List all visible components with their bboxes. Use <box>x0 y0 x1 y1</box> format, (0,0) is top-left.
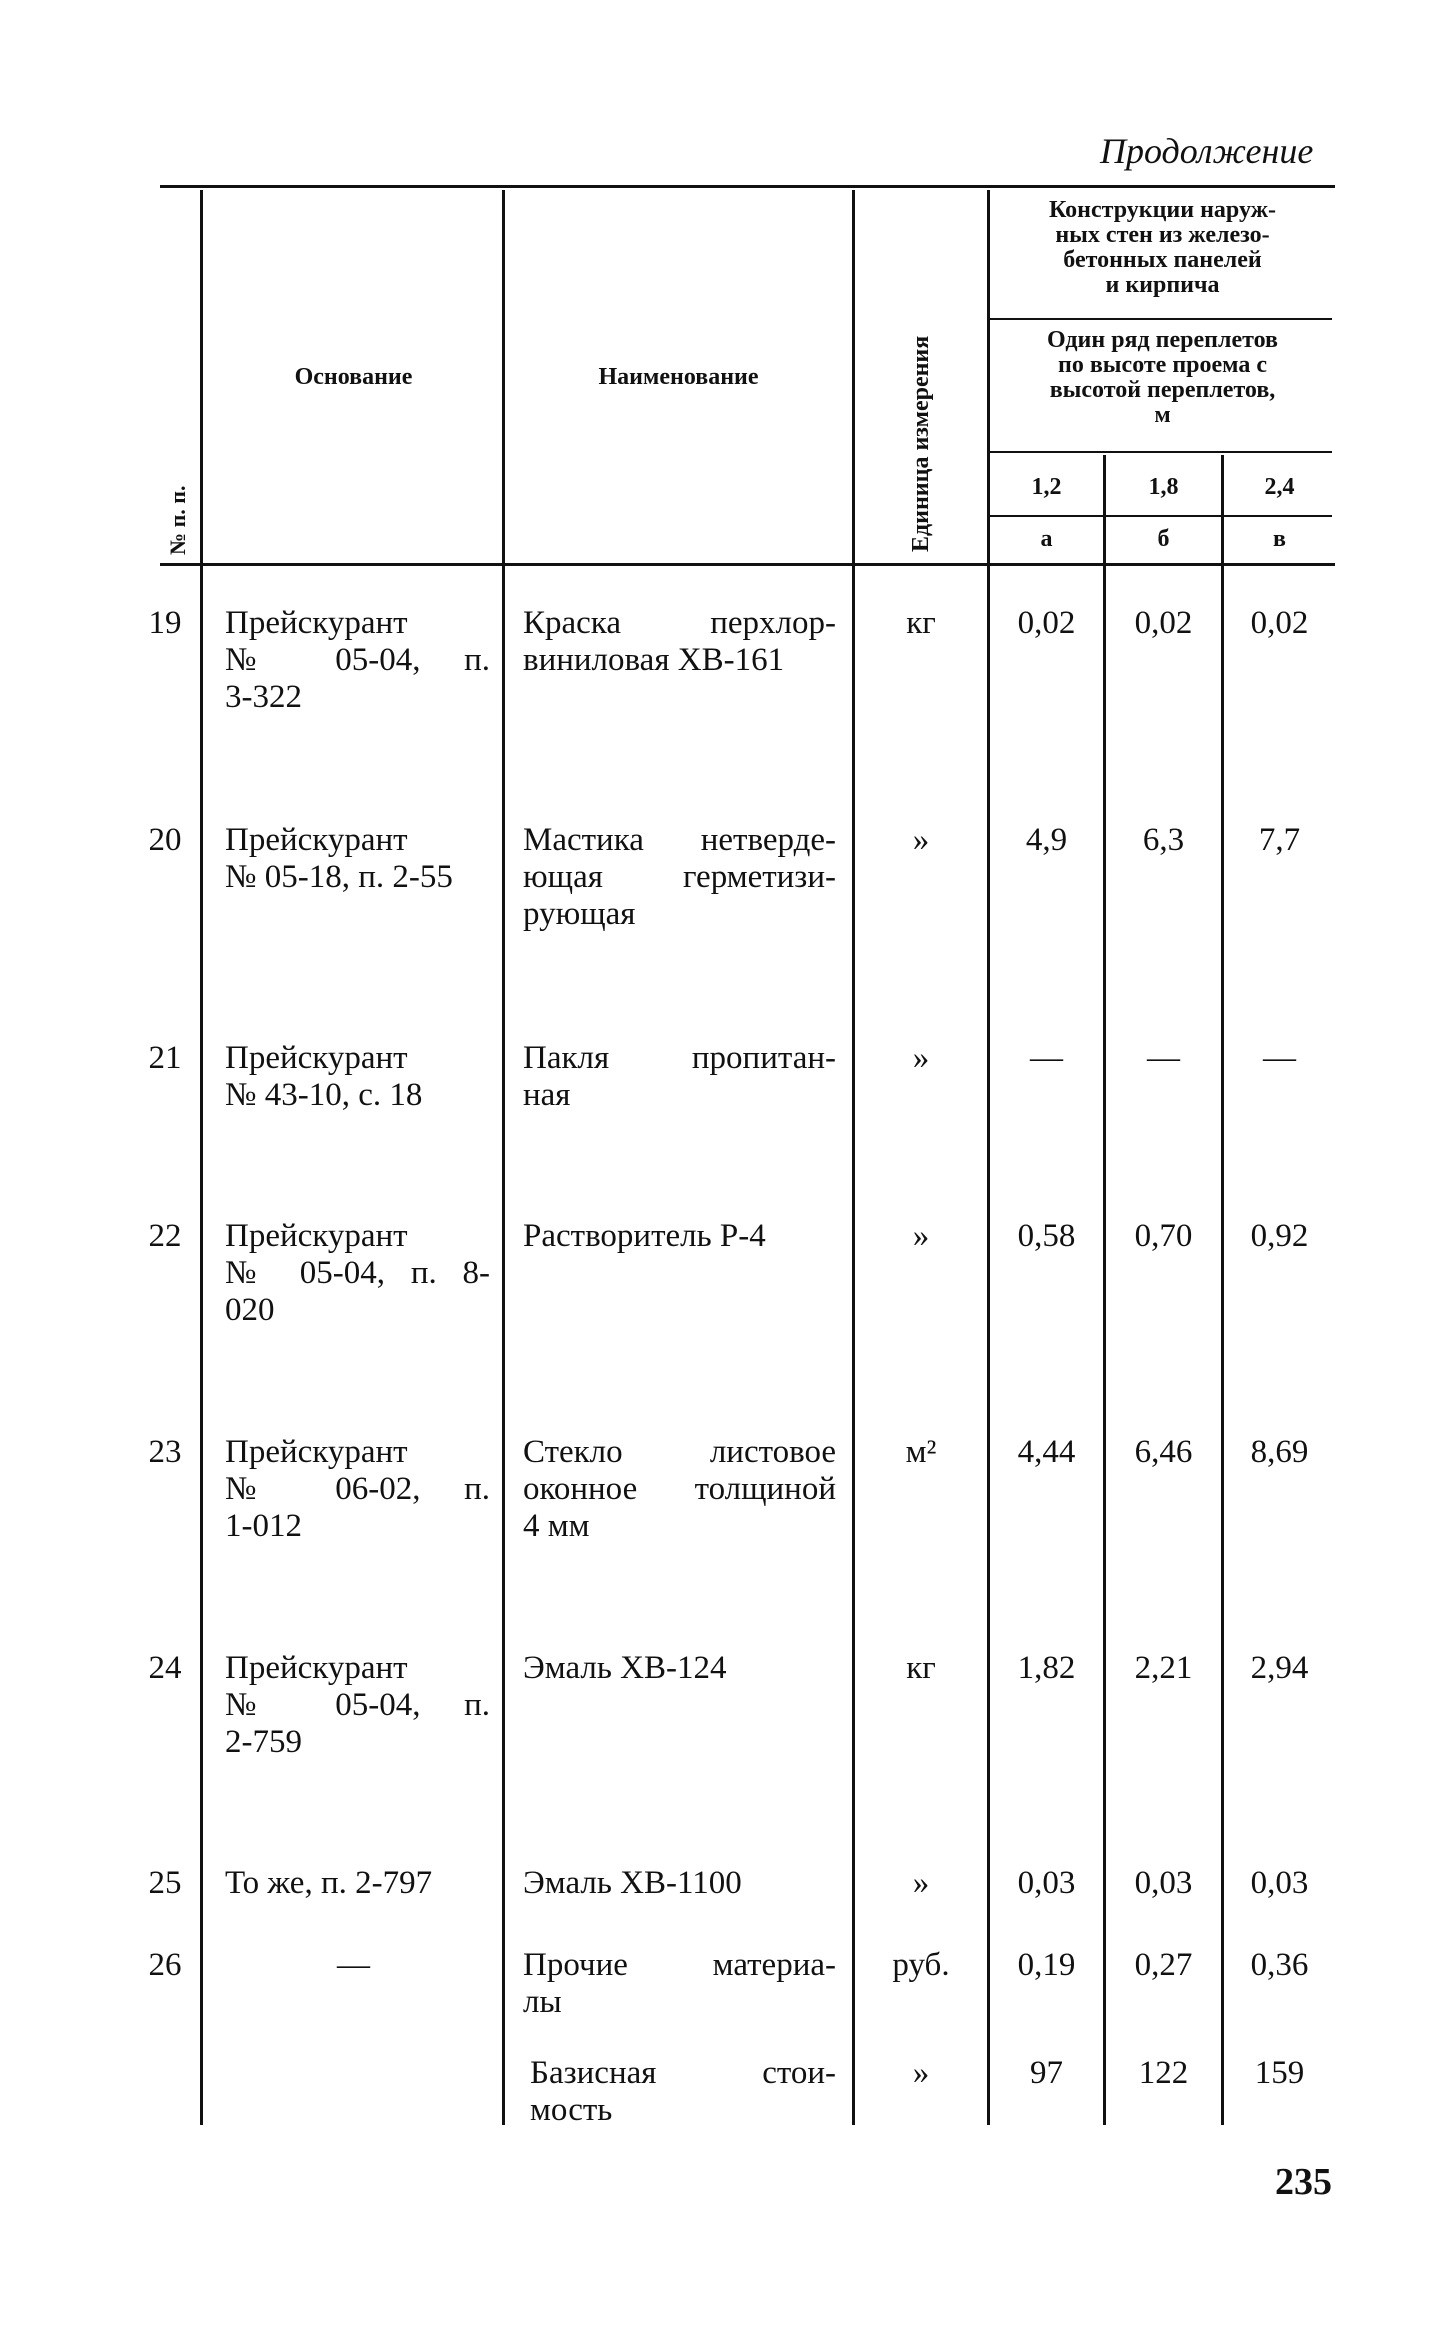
col-divider-3 <box>852 190 855 2125</box>
row-num: 24 <box>148 1650 182 1686</box>
col-divider-2 <box>502 190 505 2125</box>
row-basis: Прейскурант № 43-10, с. 18 <box>225 1040 423 1113</box>
row-basis: — <box>337 1947 370 1983</box>
row-num: 20 <box>148 822 182 858</box>
group-title: Конструкции наруж- ных стен из железо- бетонных панелей и кирпича <box>1048 197 1277 298</box>
group-header-rule <box>987 318 1332 320</box>
header-num: № п. п. <box>165 485 190 555</box>
row-value-c: — <box>1263 1040 1296 1076</box>
row-name: Растворитель Р-4 <box>523 1218 766 1254</box>
row-value-c: 0,92 <box>1250 1218 1309 1254</box>
row-unit: » <box>912 1865 930 1901</box>
row-value-c: 7,7 <box>1258 822 1301 858</box>
row-unit: м² <box>905 1434 937 1470</box>
col-divider-1 <box>200 190 203 2125</box>
row-value-b: 0,70 <box>1134 1218 1193 1254</box>
row-unit: » <box>912 2055 930 2091</box>
height-2-4: 2,4 <box>1264 474 1295 500</box>
row-unit: кг <box>906 605 936 641</box>
row-basis: Прейскурант № 05-04, п. 2-759 <box>225 1650 490 1760</box>
row-num: 26 <box>148 1947 182 1983</box>
header-unit: Единица измерения <box>908 335 934 552</box>
row-value-b: 2,21 <box>1134 1650 1193 1686</box>
height-1-8: 1,8 <box>1148 474 1179 500</box>
row-num: 23 <box>148 1434 182 1470</box>
continuation-label: Продолжение <box>1100 131 1314 171</box>
row-value-c: 0,02 <box>1250 605 1309 641</box>
row-unit: » <box>912 1040 930 1076</box>
row-value-b: — <box>1147 1040 1180 1076</box>
letter-b: б <box>1157 526 1170 552</box>
row-name: Мастика нетверде- ющая герметизи- рующая <box>523 822 836 932</box>
row-num: 25 <box>148 1865 182 1901</box>
row-value-c: 8,69 <box>1250 1434 1309 1470</box>
row-value-b: 0,27 <box>1134 1947 1193 1983</box>
row-basis: То же, п. 2-797 <box>225 1865 433 1901</box>
row-name: Прочие материа- лы <box>523 1947 836 2020</box>
row-name: Пакля пропитан- ная <box>523 1040 836 1113</box>
row-value-b: 0,02 <box>1134 605 1193 641</box>
heights-rule <box>987 515 1332 517</box>
letter-a: а <box>1040 526 1053 552</box>
page-number: 235 <box>1275 2161 1332 2203</box>
row-value-b: 6,3 <box>1142 822 1185 858</box>
row-basis: Прейскурант № 05-04, п. 8- 020 <box>225 1218 490 1328</box>
row-basis: Прейскурант № 05-18, п. 2-55 <box>225 822 453 895</box>
row-name: Базисная стои- мость <box>530 2055 836 2128</box>
row-name: Краска перхлор- виниловая ХВ-161 <box>523 605 836 678</box>
row-value-a: 0,03 <box>1017 1865 1076 1901</box>
row-value-b: 6,46 <box>1134 1434 1193 1470</box>
row-unit: кг <box>906 1650 936 1686</box>
row-unit: » <box>912 1218 930 1254</box>
row-name: Стекло листовое оконное толщиной 4 мм <box>523 1434 836 1544</box>
row-num: 21 <box>148 1040 182 1076</box>
subgroup-header-rule <box>987 451 1332 453</box>
subgroup-title: Один ряд переплетов по высоте проема с высотой переплетов, м <box>1047 327 1278 428</box>
row-basis: Прейскурант № 05-04, п. 3-322 <box>225 605 490 715</box>
row-value-a: — <box>1030 1040 1063 1076</box>
row-unit: руб. <box>892 1947 950 1983</box>
row-value-a: 4,9 <box>1025 822 1068 858</box>
row-value-c: 2,94 <box>1250 1650 1309 1686</box>
row-value-a: 0,19 <box>1017 1947 1076 1983</box>
row-value-c: 0,03 <box>1250 1865 1309 1901</box>
header-bottom-rule <box>160 563 1335 566</box>
row-basis: Прейскурант № 06-02, п. 1-012 <box>225 1434 490 1544</box>
row-unit: » <box>912 822 930 858</box>
row-value-a: 0,58 <box>1017 1218 1076 1254</box>
row-value-c: 159 <box>1254 2055 1305 2091</box>
header-basis: Основание <box>294 364 413 390</box>
header-name: Наименование <box>598 364 759 390</box>
row-num: 22 <box>148 1218 182 1254</box>
table-top-rule <box>160 185 1335 188</box>
row-num: 19 <box>148 605 182 641</box>
row-value-b: 0,03 <box>1134 1865 1193 1901</box>
row-name: Эмаль ХВ-1100 <box>523 1865 742 1901</box>
row-value-a: 0,02 <box>1017 605 1076 641</box>
row-value-b: 122 <box>1138 2055 1189 2091</box>
row-value-c: 0,36 <box>1250 1947 1309 1983</box>
row-name: Эмаль ХВ-124 <box>523 1650 727 1686</box>
letter-c: в <box>1273 526 1286 552</box>
height-1-2: 1,2 <box>1031 474 1062 500</box>
row-value-a: 1,82 <box>1017 1650 1076 1686</box>
row-value-a: 97 <box>1030 2055 1063 2091</box>
row-value-a: 4,44 <box>1017 1434 1076 1470</box>
